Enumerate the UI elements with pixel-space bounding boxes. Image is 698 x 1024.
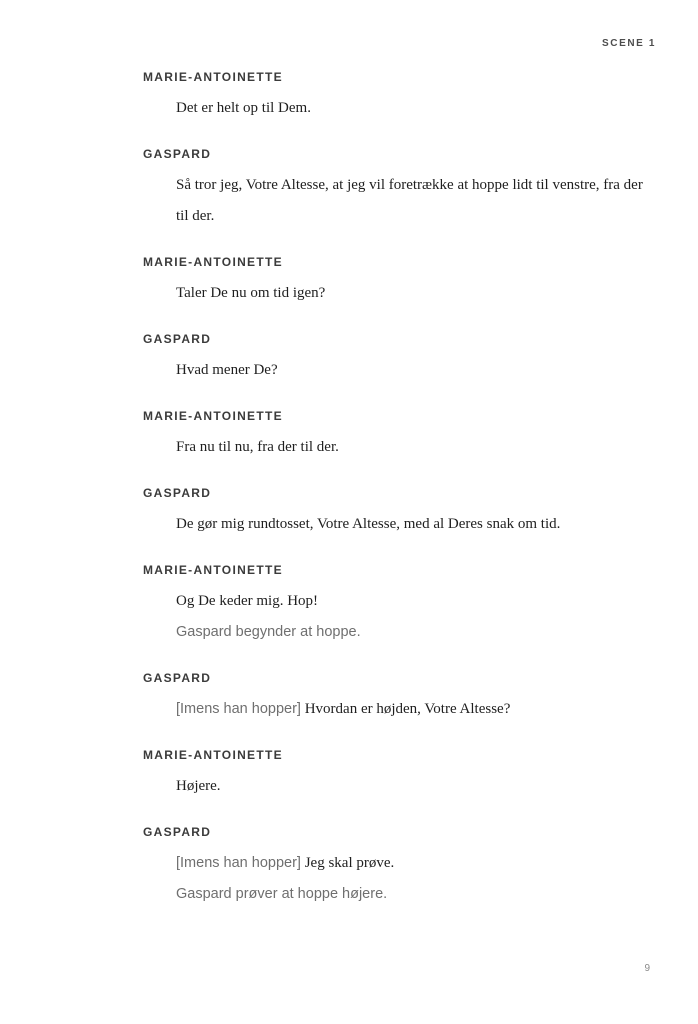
stage-direction: Gaspard prøver at hoppe højere. [176,886,388,902]
speech-lines [176,170,646,232]
speaker-name: GASPARD [143,332,212,346]
speech-block [143,663,653,725]
speech-block [143,740,653,802]
speech-lines [176,93,646,124]
speaker-name: MARIE-ANTOINETTE [143,409,283,423]
speech-block [143,247,653,309]
dialogue-line: Så tror jeg, Votre Altesse, at jeg vil foretrække at hoppe lidt til venstre, fra der til der. [176,177,643,224]
dialogue-line [176,848,646,879]
speaker-name: MARIE-ANTOINETTE [143,748,283,762]
dialogue-line: De gør mig rundtosset, Votre Altesse, med al Deres snak om tid. [176,516,561,532]
dialogue-line: Fra nu til nu, fra der til der. [176,439,339,455]
speech-lines [176,694,646,725]
speech-block [143,324,653,386]
speech-lines [176,586,646,648]
speech-lines [176,355,646,386]
speech-lines [176,278,646,309]
speech-lines [176,509,646,540]
stage-direction: Gaspard begynder at hoppe. [176,624,361,640]
speaker-name: GASPARD [143,671,212,685]
speaker-name: MARIE-ANTOINETTE [143,255,283,269]
speech-block [143,62,653,124]
dialogue-text: Jeg skal prøve. [300,855,395,871]
scene-header-label: SCENE 1 [602,38,656,49]
inline-stage-direction: [Imens han hopper] [176,855,301,871]
speech-block [143,401,653,463]
script-body [143,62,653,925]
speech-block [143,139,653,232]
speaker-name: GASPARD [143,147,212,161]
speaker-name: MARIE-ANTOINETTE [143,563,283,577]
dialogue-line: Højere. [176,778,221,794]
speech-block [143,817,653,910]
speech-lines [176,848,646,910]
speech-lines [176,771,646,802]
speech-block [143,478,653,540]
inline-stage-direction: [Imens han hopper] [176,701,301,717]
dialogue-line [176,694,646,725]
dialogue-line: Det er helt op til Dem. [176,100,311,116]
dialogue-line: Og De keder mig. Hop! [176,593,319,609]
speech-lines [176,432,646,463]
dialogue-line: Taler De nu om tid igen? [176,285,326,301]
speaker-name: GASPARD [143,825,212,839]
speaker-name: GASPARD [143,486,212,500]
dialogue-text: Hvordan er højden, Votre Altesse? [300,701,511,717]
speech-block [143,555,653,648]
dialogue-line: Hvad mener De? [176,362,278,378]
speaker-name: MARIE-ANTOINETTE [143,70,283,84]
page-number: 9 [644,963,650,974]
